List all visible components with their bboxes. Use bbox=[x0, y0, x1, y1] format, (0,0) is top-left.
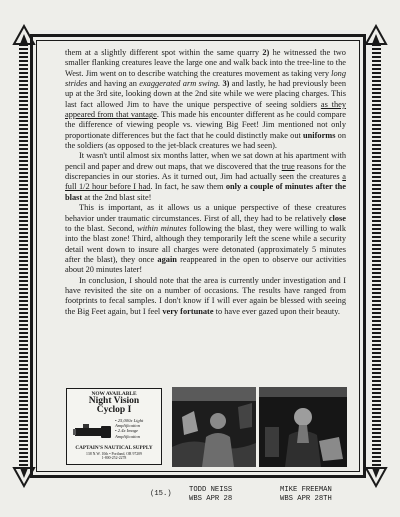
text-run: following the blast, they were willing to walk into the blast zone! Third, although they temporarily left the scene while a security detail went down to insure all charges were detonated (approximately 5 minutes after the blast), they once bbox=[65, 223, 346, 264]
photo-caption-todd-neiss bbox=[189, 486, 232, 503]
text-run: and having an bbox=[87, 79, 140, 89]
text-run: reappeared in the open to observe our activities about 20 minutes later! bbox=[65, 254, 346, 275]
text-run: In conclusion, I should note that the area is currently under investigation and I have revisited the site on a number of occasions. The results have ranged from footprints to fecal samples. I don't know if I will ever again be blessed with seeing the Big Feet again, but I feel bbox=[65, 275, 346, 316]
photo-figure-illustration bbox=[172, 387, 256, 467]
text-run: he witnessed the two smaller flanking creatures leave the large one and walk back into the tree-line to the West. Jim went on to describe watching the creatures movement as taking very bbox=[65, 48, 346, 78]
bold-run: very fortunate bbox=[162, 306, 214, 316]
left-border-bar bbox=[19, 44, 28, 468]
text-run: reasons for the discrepancies in our stories. As it turned out, Jim had actually seen the creatures bbox=[65, 161, 346, 182]
ad-spec-line: Amplification bbox=[115, 433, 141, 439]
bold-run: only a couple of minutes after the blast bbox=[65, 182, 346, 202]
text-run: . In fact, he saw them bbox=[150, 182, 226, 192]
corner-ornament-icon bbox=[12, 466, 36, 488]
text-run: them at a slightly different spot within the same quarry bbox=[65, 48, 263, 57]
text-run: on the soldiers (as opposed to the jet-black creatures we had seen). bbox=[65, 130, 347, 151]
text-run: . This made his encounter different as he could compare the difference of viewing people vs. viewing Big Feet! Jim mentioned not only proportionate differences but the fact that he could distinctly make out bbox=[65, 110, 346, 140]
article-body bbox=[65, 48, 346, 317]
photo-todd-neiss bbox=[172, 387, 256, 467]
paragraph-2 bbox=[65, 151, 346, 203]
corner-ornament-icon bbox=[364, 24, 388, 46]
paragraph-3 bbox=[65, 203, 346, 275]
ad-specs bbox=[115, 418, 161, 439]
ad-title-line: Cyclop I bbox=[96, 405, 132, 415]
ad-address-line: 138 N.W. 10th • Portland, OR 97209 bbox=[86, 452, 142, 456]
paragraph-1 bbox=[65, 48, 346, 151]
italic-run: exaggerated arm swing. bbox=[139, 79, 221, 89]
text-run: and lastly, he had previously been up at the 3rd site, looking down at the 2nd site while we were placing charges. This last fact allowed Jim to have the unique perspective of seeing soldiers bbox=[65, 79, 346, 109]
ad-availability: NOW AVAILABLE bbox=[91, 391, 137, 397]
ad-title bbox=[67, 397, 161, 415]
underlined-run: a full 1/2 hour before I had bbox=[65, 172, 346, 192]
text-run: to have ever gazed upon their beauty. bbox=[213, 306, 340, 316]
photo-figure-illustration bbox=[259, 387, 347, 467]
bold-run: again bbox=[157, 254, 177, 264]
right-border-bar bbox=[372, 44, 381, 468]
page-number: (15.) bbox=[150, 490, 172, 498]
text-run: It wasn't until almost six months latter, when we sat down at his apartment with pencil and paper and drew out maps, that we discovered that the bbox=[65, 151, 346, 171]
underlined-run: true bbox=[281, 161, 295, 171]
bold-run: uniforms bbox=[303, 130, 336, 140]
paragraph-4 bbox=[65, 276, 346, 317]
text-run: This is important, as it allows us a unique perspective of these creatures behavior under traumatic circumstances. First of all, they had to be relatively bbox=[65, 203, 346, 223]
text-run: to the blast. Second, bbox=[65, 223, 138, 233]
underlined-run: as they appeared from that vantage bbox=[65, 99, 347, 120]
bold-run: 3) bbox=[222, 79, 230, 89]
ad-phone: 1-800-252-2278 bbox=[101, 456, 127, 461]
bold-run: close bbox=[328, 213, 346, 223]
ad-spec-line: • 2.4x Image bbox=[115, 428, 139, 434]
caption-name: MIKE FREEMAN bbox=[280, 486, 332, 494]
photo-mike-freeman bbox=[259, 387, 347, 467]
caption-date: WBS APR 28TH bbox=[280, 494, 332, 503]
ad-address bbox=[67, 452, 161, 461]
ad-company-name: CAPTAIN'S NAUTICAL SUPPLY bbox=[75, 445, 153, 451]
night-vision-advertisement bbox=[66, 388, 162, 465]
ad-spec-line: Amplification bbox=[115, 423, 141, 429]
ad-spec-line: • 25,000x Light bbox=[115, 418, 144, 423]
corner-ornament-icon bbox=[12, 24, 36, 46]
caption-name: TODD NEISS bbox=[189, 486, 233, 494]
night-vision-scope-icon bbox=[73, 422, 115, 440]
ad-title-line: Night Vision bbox=[88, 396, 140, 406]
italic-run: long strides bbox=[65, 68, 346, 89]
corner-ornament-icon bbox=[364, 466, 388, 488]
bold-run: 2) bbox=[262, 48, 270, 57]
italic-run: within minutes bbox=[137, 223, 187, 233]
photo-caption-mike-freeman bbox=[280, 486, 332, 503]
caption-date: WBS APR 28 bbox=[189, 494, 233, 503]
text-run: at the 2nd blast site! bbox=[82, 192, 152, 202]
